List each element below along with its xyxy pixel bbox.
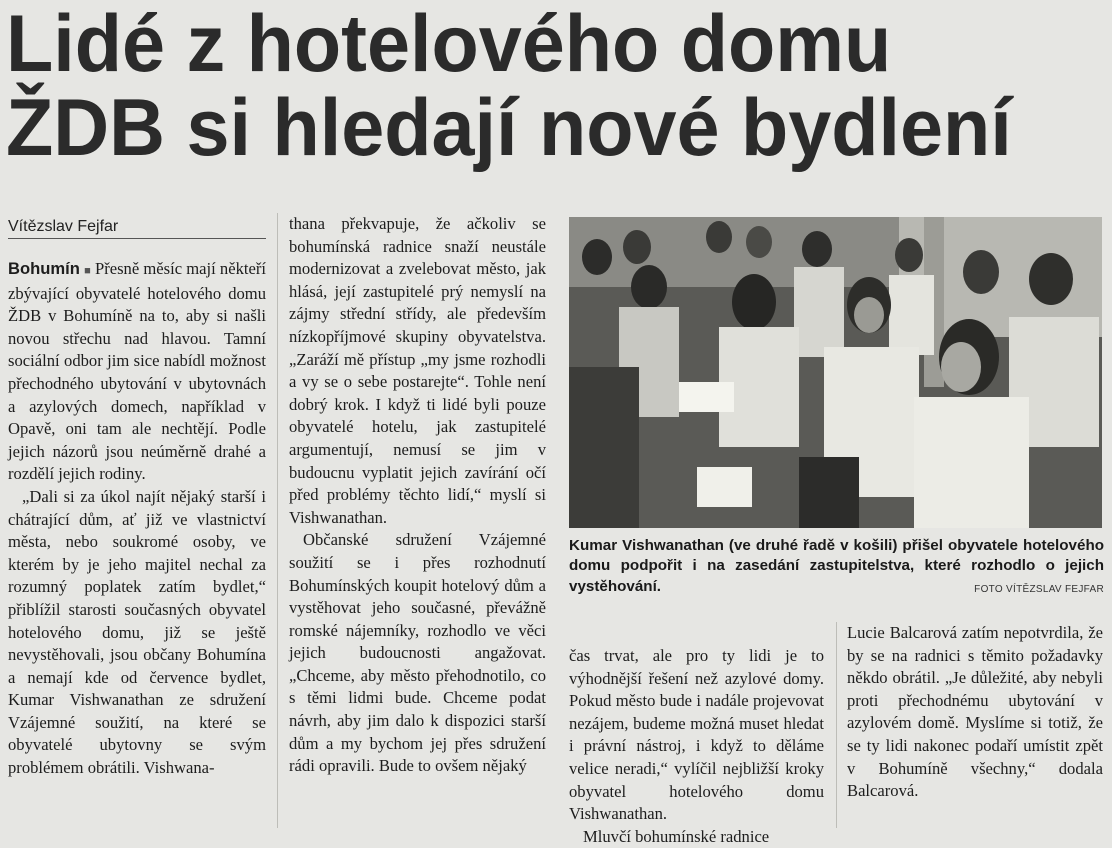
square-bullet-icon: ■ bbox=[84, 265, 91, 277]
article-column-1 bbox=[8, 258, 266, 780]
article-column-2 bbox=[289, 213, 546, 778]
dateline-place: Bohumín bbox=[8, 259, 80, 278]
article-paragraph: „Dali si za úkol najít nějaký starší i chátrající dům, ať již ve vlastnictví města, nebo soukromé osoby, ve kterém by je jeho majitel nechal za rozumný poplatek zatím bydlet,“ přiblížil starosti současných obyvatel hotelového domu, již se ještě nevystěhovali, jsou občany Bohumína a nemají kde od července bydlet, Kumar Vishwanathan ze sdružení Vzájemné soužití, na které se obyvatelé ubytovny se svým problémem obrátili. Vishwana- bbox=[8, 486, 266, 778]
article-paragraph: thana překvapuje, že ačkoliv se bohumínská radnice snaží neustále modernizovat a zvelebovat město, jak hlásá, její zastupitelé prý nemyslí na zájmy střední střídy, ale především nízkopříjmové skupiny obyvatelstva. „Zaráží mě přístup „my jsme rozhodli a vy se o sebe postarejte“. Tohle není dobrý krok. I když ti lidé byli pouze obyvatelé hotelu, jak zastupitelé argumentují, nemusí se jim v budoucnu vyplatit jejich zavírání očí před problémy těchto lidí,“ myslí si Vishwanathan. bbox=[289, 214, 546, 527]
column-divider bbox=[277, 213, 278, 828]
column-divider bbox=[836, 622, 837, 828]
paragraph-text: Přesně měsíc mají někteří zbývající obyvatelé hotelového domu ŽDB v Bohumíně na to, aby si našli novou střechu nad hlavou. Tamní sociální odbor jim sice nabídl možnost přechodného ubytování v ubytovnách a azylových domech, například v Opavě, oni tam ale nechtějí. Podle jejich názorů jsou neúměrně drahé a rozdělí jejich rodiny. bbox=[8, 259, 267, 484]
headline bbox=[6, 0, 1057, 173]
photo-caption: Kumar Vishwanathan (ve druhé řadě v košili) přišel obyvatele hotelového domu podpořit i na zasedání zastupitelstva, které rozhodlo o jejich vystěhování. bbox=[569, 537, 1104, 595]
headline-line-2: ŽDB si hledají nové bydlení bbox=[6, 83, 1012, 173]
audience-photo-illustration bbox=[569, 217, 1102, 528]
article-paragraph: čas trvat, ale pro ty lidi je to výhodnější řešení než azylové domy. Pokud město bude i nadále projevovat nezájem, budeme možná muset hledat i právní nástroj, i když to děláme velice neradi,“ vylíčil nejbližší kroky obyvatel hotelového domu Vishwanathan. bbox=[569, 646, 824, 824]
article-column-4 bbox=[847, 622, 1103, 803]
photo-credit: FOTO VÍTĚZSLAV FEJFAR bbox=[974, 584, 1104, 595]
article-column-3 bbox=[569, 645, 824, 848]
article-paragraph bbox=[8, 258, 266, 486]
article-photo bbox=[569, 217, 1102, 528]
headline-line-1: Lidé z hotelového domu bbox=[6, 0, 892, 89]
article-paragraph: Občanské sdružení Vzájemné soužití se i přes rozhodnutí Bohumínských koupit hotelový dům a vystěhovat jeho současné, převážně romské nájemníky, rozhodlo ve věci jejich budoucnosti angažovat. „Chceme, aby město přehodnotilo, co s těmi lidmi bude. Chceme podat návrh, aby jim dalo k dispozici starší dům a my bychom jej přes sdružení rádi opravili. Bude to ovšem nějaký bbox=[289, 530, 546, 776]
article-paragraph: Lucie Balcarová zatím nepotvrdila, že by se na radnici s těmito požadavky někdo obrátil. „Je důležité, aby nebyli proti přechodnému ubytování v azylovém domě. Myslíme si totiž, že se ty lidi nakonec podaří umístit zpět v Bohumíně všechny,“ dodala Balcarová. bbox=[847, 623, 1103, 801]
article-paragraph: Mluvčí bohumínské radnice bbox=[583, 826, 770, 846]
author-byline: Vítězslav Fejfar bbox=[8, 218, 266, 239]
